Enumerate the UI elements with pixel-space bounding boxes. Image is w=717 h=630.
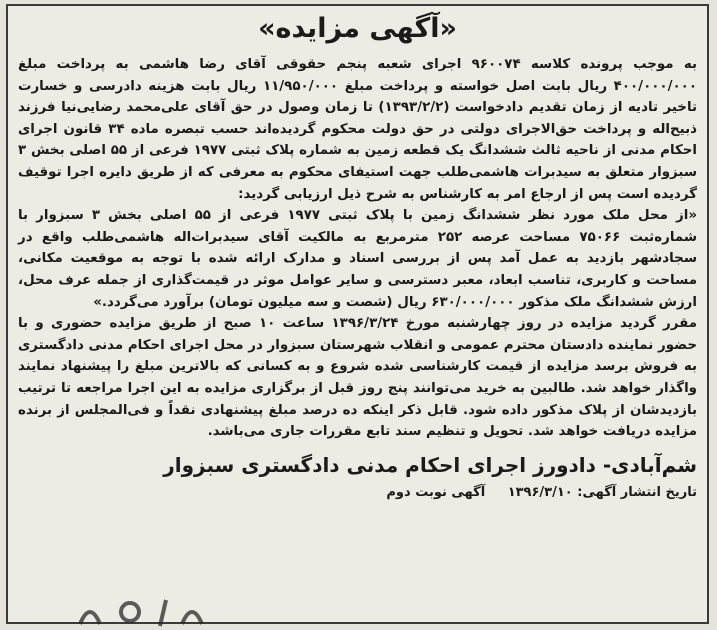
notice-paragraph-appraisal: «از محل ملک مورد نظر ششدانگ زمین با پلاک ثبتی ۱۹۷۷ فرعی از ۵۵ اصلی بخش ۳ سبزوار با شماره‌ثبت ۷۵۰۶۶ مساحت عرصه ۲۵۲ مترمربع به مالکیت آقای سیدبرات‌اله هاشمی‌طلب واقع در سجادشهر بازدید به عمل آمد پس از بررسی اسناد و مدارک ارائه شده با توجه به موقعیت مکانی، مساحت و کاربری، تناسب ابعاد، معبر دسترسی و سایر عوامل موثر در قیمت‌گذاری از جمله عرف محل، ارزش ششدانگ ملک مذکور ۶۳۰/۰۰۰/۰۰۰ ریال (شصت و سه میلیون تومان) برآورد می‌گردد.» (18, 208, 698, 310)
auction-notice (6, 4, 709, 624)
notice-paragraph-auction-terms: مقرر گردید مزایده در روز چهارشنبه مورخ ۱۳۹۶/۳/۲۴ ساعت ۱۰ صبح از طریق مزایده حضوری و با حضور نماینده دادستان محترم عمومی و انقلاب شهرستان سبزوار در محل اجرای احکام مدنی دادگستری به فروش برسد مزایده از قیمت کارشناسی شده شروع و به کسانی که بالاترین مبلغ را پیشنهاد نمایند واگذار خواهد شد. طالبین به خرید می‌توانند پنج روز قبل از برگزاری مزایده به این اجرا مراجعه تا ترتیب بازدیدشان از پلاک مذکور داده شود. قابل ذکر اینکه ده درصد مبلغ پیشنهادی نقداً و فی‌المجلس از برنده مزایده دریافت خواهد شد. تحویل و تنظیم سند تابع مقررات جاری می‌باشد. (18, 316, 698, 440)
notice-paragraph-judgment: به موجب پرونده کلاسه ۹۶۰۰۷۴ اجرای شعبه پنجم حقوقی آقای رضا هاشمی به پرداخت مبلغ ۴۰۰/۰۰۰/۰۰۰ ریال بابت اصل خواسته و پرداخت مبلغ ۱۱/۹۵۰/۰۰۰ ریال بابت هزینه دادرسی و خسارت تاخیر تادیه از زمان تقدیم دادخواست (۱۳۹۳/۲/۲) تا زمان وصول در حق آقای علی‌محمد رضایی‌نیا فرزند ذبیح‌اله و پرداخت حق‌الاجرای دولتی در حق دولت محکوم گردیده‌اند حسب تبصره ماده ۳۴ قانون اجرای احکام مدنی از ناحیه ثالث ششدانگ یک قطعه زمین به شماره پلاک ثبتی ۱۹۷۷ فرعی از ۵۵ اصلی بخش ۳ سبزوار متعلق به سیدبرات هاشمی‌طلب جهت استیفای محکوم به معرفی که از طریق دایره اجرا توقیف گردیده است پس از ارجاع امر به کارشناس به شرح ذیل ارزیابی گردید: (18, 57, 698, 202)
stamp-watermark-icon (70, 594, 210, 630)
notice-footer (18, 483, 697, 503)
notice-round: آگهی نوبت دوم (386, 484, 486, 500)
notice-title: «آگهی مزایده» (258, 13, 457, 44)
notice-signature: شم‌آبادی- دادورز اجرای احکام مدنی دادگستری سبزوار (163, 452, 697, 477)
publication-date: تاریخ انتشار آگهی: ۱۳۹۶/۳/۱۰ (507, 484, 697, 500)
notice-body (18, 54, 697, 443)
